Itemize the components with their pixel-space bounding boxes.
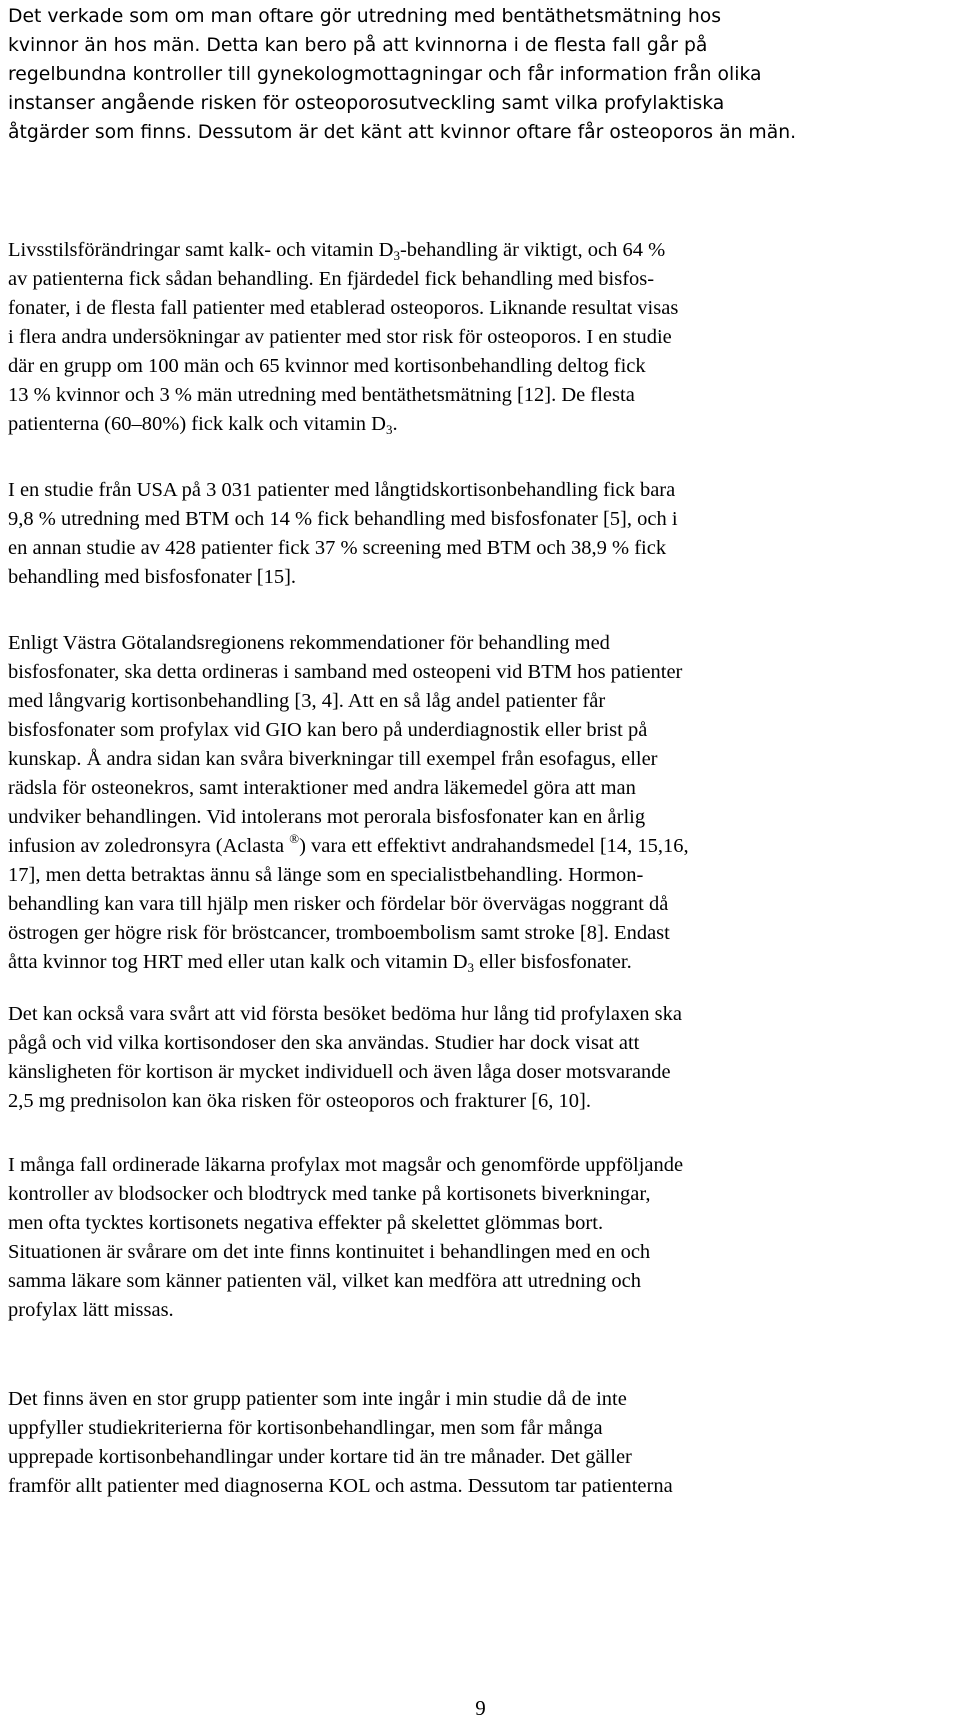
text-line [8, 1087, 953, 1116]
text-fragment: i flera andra undersökningar av patienter med stor risk för osteoporos. I en studie [8, 326, 672, 348]
text-line [8, 716, 953, 745]
text-fragment: infusion av zoledronsyra (Aclasta [8, 835, 290, 857]
text-fragment: patienterna (60–80%) fick kalk och vitamin D [8, 413, 386, 435]
text-fragment: kontroller av blodsocker och blodtryck med tanke på kortisonets biverkningar, [8, 1183, 651, 1205]
superscript: ® [289, 831, 300, 846]
text-fragment: rädsla för osteonekros, samt interaktioner med andra läkemedel göra att man [8, 777, 636, 799]
text-line [8, 1000, 953, 1029]
text-fragment: regelbundna kontroller till gynekologmottagningar och får information från olika [8, 64, 762, 85]
text-line [8, 1058, 953, 1087]
text-fragment: fonater, i de flesta fall patienter med etablerad osteoporos. Liknande resultat visas [8, 297, 679, 319]
text-fragment: Enligt Västra Götalandsregionens rekommendationer för behandling med [8, 632, 610, 654]
text-fragment: Det verkade som om man oftare gör utredning med bentäthetsmätning hos [8, 6, 721, 27]
text-line [8, 410, 953, 439]
paragraph-1 [8, 2, 953, 147]
text-line [8, 476, 953, 505]
text-fragment: av patienterna fick sådan behandling. En fjärdedel fick behandling med bisfos- [8, 268, 655, 290]
text-fragment: Detta kan bero på att kvinnorna i de flesta fall går på [206, 35, 708, 56]
text-line [8, 1443, 953, 1472]
text-fragment: upprepade kortisonbehandlingar under kortare tid än tre månader. Det gäller [8, 1446, 632, 1468]
text-line [8, 1151, 953, 1180]
text-fragment: östrogen ger högre risk för bröstcancer, tromboembolism samt stroke [8]. Endast [8, 922, 670, 944]
text-line [8, 1209, 953, 1238]
text-line [8, 236, 953, 265]
text-line [8, 832, 953, 861]
text-fragment: 17], men detta betraktas ännu så länge som en specialistbehandling. Hormon- [8, 864, 644, 886]
text-line [8, 1296, 953, 1325]
text-line [8, 1385, 953, 1414]
text-fragment: profylax lätt missas. [8, 1299, 174, 1321]
paragraph-7 [8, 1385, 953, 1501]
paragraph-6 [8, 1151, 953, 1325]
text-fragment: uppfyller studiekriterierna för kortisonbehandlingar, men som får många [8, 1417, 603, 1439]
text-line [8, 861, 953, 890]
text-fragment: kunskap. Å andra sidan kan svåra biverkningar till exempel från esofagus, eller [8, 748, 658, 770]
text-line [8, 381, 953, 410]
text-line [8, 1267, 953, 1296]
text-line [8, 1180, 953, 1209]
text-line [8, 2, 953, 31]
text-line [8, 1029, 953, 1058]
text-fragment: bisfosfonater som profylax vid GIO kan bero på underdiagnostik eller brist på [8, 719, 648, 741]
paragraph-4 [8, 629, 953, 977]
text-fragment: behandling kan vara till hjälp men risker och fördelar bör övervägas noggrant då [8, 893, 669, 915]
text-line [8, 687, 953, 716]
text-fragment: instanser angående risken för osteoporosutveckling samt vilka profylaktiska [8, 93, 725, 114]
text-line [8, 563, 953, 592]
paragraph-3 [8, 476, 953, 592]
text-line [8, 803, 953, 832]
text-fragment: -behandling är viktigt, och 64 % [399, 239, 666, 261]
text-fragment: I många fall ordinerade läkarna profylax mot magsår och genomförde uppföljande [8, 1154, 684, 1176]
text-fragment: känsligheten för kortison är mycket individuell och även låga doser motsvarande [8, 1061, 671, 1083]
text-fragment: 13 % kvinnor och 3 % män utredning med bentäthetsmätning [12]. De flesta [8, 384, 635, 406]
text-line [8, 1238, 953, 1267]
text-fragment: åtta kvinnor tog HRT med eller utan kalk och vitamin D [8, 951, 468, 973]
paragraph-2 [8, 236, 953, 439]
subscript: 3 [467, 960, 475, 975]
paragraph-5 [8, 1000, 953, 1116]
subscript: 3 [393, 248, 400, 263]
text-line [8, 629, 953, 658]
text-line [8, 323, 953, 352]
text-fragment: med långvarig kortisonbehandling [3, 4]. Att en så låg andel patienter får [8, 690, 606, 712]
page-number: 9 [475, 1696, 486, 1720]
text-fragment: undviker behandlingen. Vid intolerans mot perorala bisfosfonater kan en årlig [8, 806, 646, 828]
text-line [8, 31, 953, 60]
text-line [8, 948, 953, 977]
text-fragment: . [392, 413, 398, 435]
text-fragment: men ofta tycktes kortisonets negativa effekter på skelettet glömmas bort. [8, 1212, 604, 1234]
text-fragment: Situationen är svårare om det inte finns kontinuitet i behandlingen med en och [8, 1241, 651, 1263]
text-fragment: Det kan också vara svårt att vid första besöket bedöma hur lång tid profylaxen ska [8, 1003, 683, 1025]
text-fragment: samma läkare som känner patienten väl, vilket kan medföra att utredning och [8, 1270, 641, 1292]
text-line [8, 890, 953, 919]
text-line [8, 745, 953, 774]
text-fragment: där en grupp om 100 män och 65 kvinnor med kortisonbehandling deltog fick [8, 355, 646, 377]
text-line [8, 505, 953, 534]
text-line [8, 919, 953, 948]
text-fragment: Livsstilsförändringar samt kalk- och vitamin D [8, 239, 394, 261]
text-line [8, 1414, 953, 1443]
text-line [8, 774, 953, 803]
text-fragment: kvinnor än hos män. [8, 35, 207, 56]
text-line [8, 534, 953, 563]
text-line [8, 60, 953, 89]
text-fragment: behandling med bisfosfonater [15]. [8, 566, 297, 588]
text-fragment: ) vara ett effektivt andrahandsmedel [14, 15,16, [299, 835, 689, 857]
text-fragment: pågå och vid vilka kortisondoser den ska användas. Studier har dock visat att [8, 1032, 640, 1054]
text-fragment: bisfosfonater, ska detta ordineras i samband med osteopeni vid BTM hos patienter [8, 661, 683, 683]
text-fragment: 2,5 mg prednisolon kan öka risken för osteoporos och frakturer [6, 10]. [8, 1090, 591, 1112]
text-fragment: eller bisfosfonater. [474, 951, 632, 973]
text-line [8, 352, 953, 381]
text-line [8, 294, 953, 323]
subscript: 3 [386, 422, 393, 437]
text-fragment: åtgärder som finns. Dessutom är det känt att kvinnor oftare får osteoporos än män. [8, 122, 797, 143]
text-fragment: en annan studie av 428 patienter fick 37 % screening med BTM och 38,9 % fick [8, 537, 667, 559]
text-fragment: Det finns även en stor grupp patienter som inte ingår i min studie då de inte [8, 1388, 627, 1410]
text-line [8, 118, 953, 147]
text-line [8, 89, 953, 118]
text-line [8, 658, 953, 687]
text-fragment: framför allt patienter med diagnoserna KOL och astma. Dessutom tar patienterna [8, 1475, 673, 1497]
text-fragment: 9,8 % utredning med BTM och 14 % fick behandling med bisfosfonater [5], och i [8, 508, 678, 530]
text-fragment: I en studie från USA på 3 031 patienter med långtidskortisonbehandling fick bara [8, 479, 676, 501]
text-line [8, 1472, 953, 1501]
text-line [8, 265, 953, 294]
